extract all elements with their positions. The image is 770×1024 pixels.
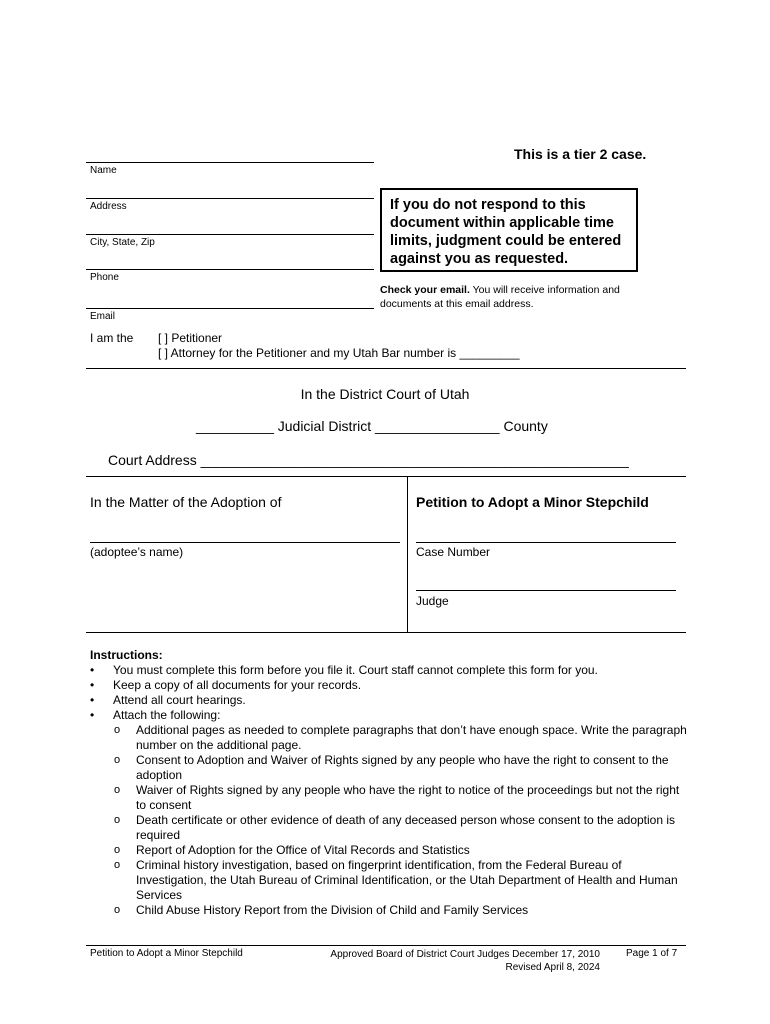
sub-list-item <box>90 753 690 783</box>
bullet-icon: • <box>90 693 95 707</box>
list-item <box>90 693 690 708</box>
circle-bullet-icon: o <box>114 904 121 916</box>
list-item <box>90 678 690 693</box>
list-item <box>90 663 690 678</box>
email-note-text: You will receive information and documents at this email address. <box>380 284 620 310</box>
footer-page-number: Page 1 of 7 <box>626 948 678 959</box>
adoptee-name-line[interactable] <box>90 542 400 543</box>
bullet-icon: • <box>90 678 95 692</box>
instructions-list <box>90 663 690 918</box>
judicial-district-line: __________ Judicial District ________________ County <box>196 418 548 434</box>
adoption-matter-label: In the Matter of the Adoption of <box>90 494 282 510</box>
judge-line[interactable] <box>416 590 676 591</box>
petition-title: Petition to Adopt a Minor Stepchild <box>416 494 649 510</box>
sub-list-item <box>90 723 690 753</box>
sub-list-item-text: Report of Adoption for the Office of Vital Records and Statistics <box>136 843 470 857</box>
phone-label: Phone <box>90 272 119 283</box>
list-item-text: You must complete this form before you file it. Court staff cannot complete this form for you. <box>113 663 598 677</box>
sub-list-item-text: Child Abuse History Report from the Division of Child and Family Services <box>136 903 529 917</box>
caption-bottom-divider <box>86 632 686 633</box>
sub-list-item-text: Criminal history investigation, based on fingerprint identification, from the Federal Bureau of Investigation, the Utah Bureau of Criminal Identification, or the Utah Department of Health and Human Services <box>136 858 678 902</box>
caption-vertical-divider <box>407 476 408 632</box>
name-label: Name <box>90 165 117 176</box>
case-number-label: Case Number <box>416 545 491 559</box>
instructions-section <box>90 648 690 918</box>
case-number-line[interactable] <box>416 542 676 543</box>
role-options <box>158 331 520 361</box>
name-line <box>86 162 374 163</box>
address-line <box>86 198 374 199</box>
response-warning-text: If you do not respond to this document within applicable time limits, judgment could be entered against you as requested. <box>390 197 622 267</box>
sub-list-item <box>90 858 690 903</box>
email-note-bold: Check your email. <box>380 284 470 296</box>
instructions-heading: Instructions: <box>90 648 163 662</box>
list-item-text: Attend all court hearings. <box>113 693 246 707</box>
email-line <box>86 308 374 309</box>
city-state-zip-label: City, State, Zip <box>90 237 155 248</box>
sub-list-item-text: Additional pages as needed to complete paragraphs that don’t have enough space. Write the paragraph number on the additional page. <box>136 723 687 752</box>
sub-list-item <box>90 843 690 858</box>
judge-label: Judge <box>416 594 449 608</box>
bullet-icon: • <box>90 663 95 677</box>
role-petitioner-checkbox[interactable]: [ ] Petitioner <box>158 331 223 345</box>
circle-bullet-icon: o <box>114 724 121 736</box>
city-state-zip-line <box>86 234 374 235</box>
tier-notice: This is a tier 2 case. <box>514 146 647 162</box>
email-label: Email <box>90 311 116 322</box>
circle-bullet-icon: o <box>114 784 121 796</box>
circle-bullet-icon: o <box>114 844 121 856</box>
address-label: Address <box>90 201 127 212</box>
i-am-the-label: I am the <box>90 331 134 345</box>
footer-divider <box>86 945 686 946</box>
sub-list-item <box>90 813 690 843</box>
circle-bullet-icon: o <box>114 754 121 766</box>
sub-list-item-text: Waiver of Rights signed by any people who have the right to notice of the proceedings but not the right to consent <box>136 783 680 812</box>
footer-form-title: Petition to Adopt a Minor Stepchild <box>90 948 243 959</box>
circle-bullet-icon: o <box>114 814 121 826</box>
list-item-text: Attach the following: <box>113 708 221 722</box>
email-note <box>380 283 660 311</box>
adoptee-name-label: (adoptee’s name) <box>90 545 184 559</box>
sub-list-item <box>90 903 690 918</box>
header-divider <box>86 368 686 369</box>
caption-top-divider <box>86 476 686 477</box>
bullet-icon: • <box>90 708 95 722</box>
sub-list-item-text: Death certificate or other evidence of death of any deceased person whose consent to the adoption is required <box>136 813 676 842</box>
sub-list-item <box>90 783 690 813</box>
response-warning-box <box>380 188 638 272</box>
footer-approved-date: Approved Board of District Court Judges December 17, 2010 <box>330 949 600 960</box>
court-address-line: Court Address _______________________________________________________ <box>108 452 629 468</box>
list-item <box>90 708 690 723</box>
circle-bullet-icon: o <box>114 859 121 871</box>
phone-line <box>86 269 374 270</box>
role-attorney-checkbox[interactable]: [ ] Attorney for the Petitioner and my Utah Bar number is _________ <box>158 346 520 360</box>
list-item-text: Keep a copy of all documents for your records. <box>113 678 362 692</box>
footer-approval <box>300 948 600 974</box>
sub-list-item-text: Consent to Adoption and Waiver of Rights signed by any people who have the right to consent to the adoption <box>136 753 669 782</box>
footer-revised-date: Revised April 8, 2024 <box>505 962 600 973</box>
court-name: In the District Court of Utah <box>300 386 470 402</box>
